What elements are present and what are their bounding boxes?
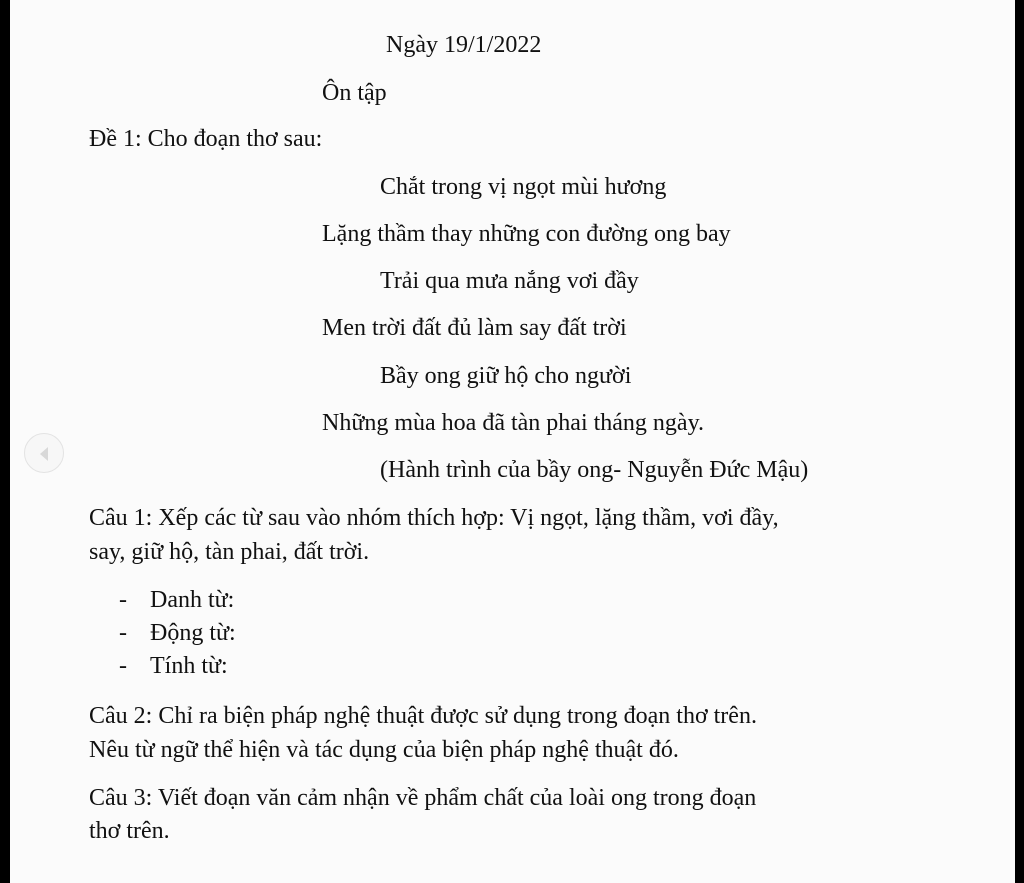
poem-line: Bầy ong giữ hộ cho người bbox=[380, 363, 632, 389]
bullet-adjective: Tính từ: bbox=[150, 653, 228, 679]
poem-source: (Hành trình của bầy ong- Nguyễn Đức Mậu) bbox=[380, 457, 809, 483]
bullet-dash: - bbox=[119, 653, 127, 679]
poem-line: Men trời đất đủ làm say đất trời bbox=[322, 315, 627, 341]
poem-line: Những mùa hoa đã tàn phai tháng ngày. bbox=[322, 410, 705, 436]
question-3-cont: thơ trên. bbox=[89, 818, 170, 844]
bullet-noun: Danh từ: bbox=[150, 587, 235, 613]
bullet-dash: - bbox=[119, 620, 127, 646]
page-title: Ôn tập bbox=[322, 80, 387, 106]
poem-line: Lặng thầm thay những con đường ong bay bbox=[322, 221, 731, 247]
question-1: Câu 1: Xếp các từ sau vào nhóm thích hợp: Vị ngọt, lặng thầm, vơi đầy, bbox=[89, 505, 779, 531]
question-2-cont: Nêu từ ngữ thể hiện và tác dụng của biện pháp nghệ thuật đó. bbox=[89, 737, 679, 763]
chevron-left-icon bbox=[38, 446, 50, 462]
date-line: Ngày 19/1/2022 bbox=[386, 32, 542, 58]
bullet-verb: Động từ: bbox=[150, 620, 236, 646]
left-border bbox=[0, 0, 10, 883]
exercise-prompt: Đề 1: Cho đoạn thơ sau: bbox=[89, 126, 323, 152]
question-1-cont: say, giữ hộ, tàn phai, đất trời. bbox=[89, 539, 370, 565]
right-border bbox=[1015, 0, 1024, 883]
back-button[interactable] bbox=[24, 433, 64, 473]
question-3: Câu 3: Viết đoạn văn cảm nhận về phẩm chất của loài ong trong đoạn bbox=[89, 785, 757, 811]
bullet-dash: - bbox=[119, 587, 127, 613]
question-2: Câu 2: Chỉ ra biện pháp nghệ thuật được sử dụng trong đoạn thơ trên. bbox=[89, 703, 757, 729]
poem-line: Trải qua mưa nắng vơi đầy bbox=[380, 268, 639, 294]
poem-line: Chắt trong vị ngọt mùi hương bbox=[380, 174, 667, 200]
